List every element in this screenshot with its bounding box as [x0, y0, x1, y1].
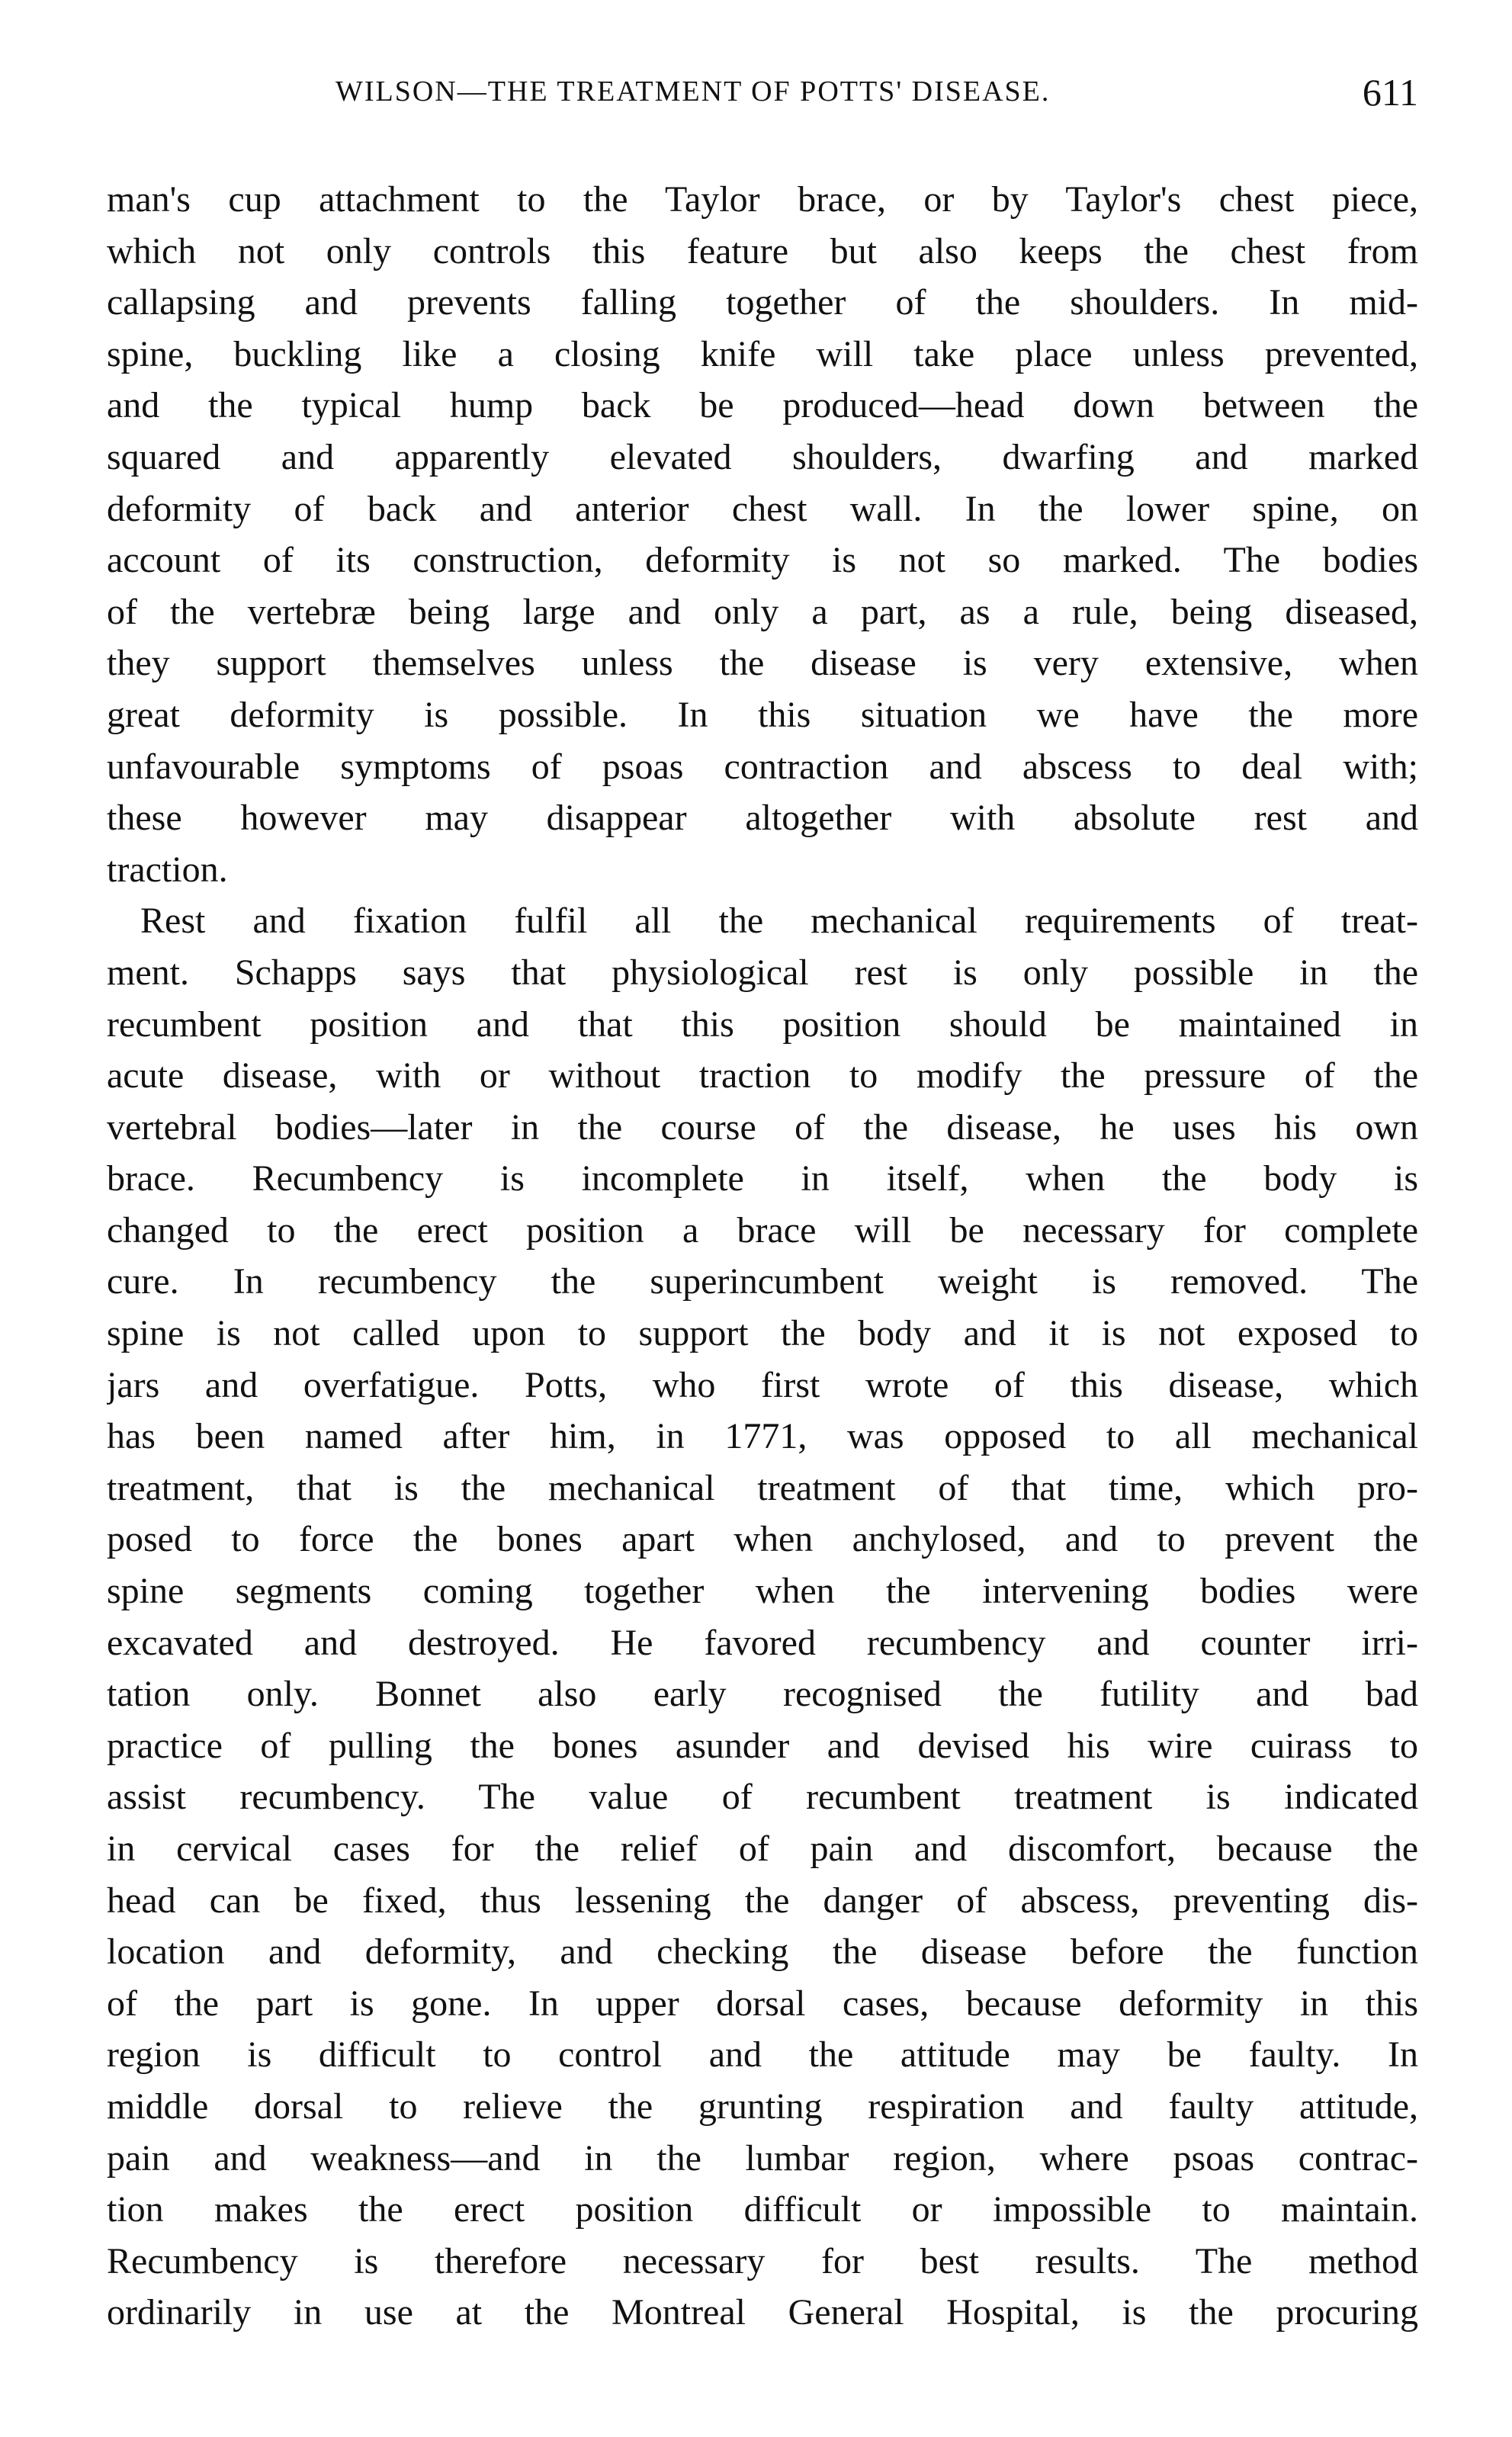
- text-line: recumbent position and that this position should be maintained in: [107, 1003, 1418, 1045]
- text-line: vertebral bodies—later in the course of the disease, he uses his own: [107, 1106, 1418, 1148]
- text-line: callapsing and prevents falling together of the shoulders. In mid-: [107, 282, 1418, 323]
- text-line: tation only. Bonnet also early recognised the futility and bad: [107, 1674, 1418, 1715]
- text-line: assist recumbency. The value of recumbent treatment is indicated: [107, 1777, 1418, 1818]
- paragraph-1: [107, 174, 1418, 895]
- text-line: account of its construction, deformity is not so marked. The bodies: [107, 540, 1418, 581]
- text-line: spine, buckling like a closing knife will take place unless prevented,: [107, 333, 1418, 374]
- text-line: middle dorsal to relieve the grunting respiration and faulty attitude,: [107, 2085, 1418, 2127]
- text-line: great deformity is possible. In this situation we have the more: [107, 694, 1418, 735]
- text-line: changed to the erect position a brace will be necessary for complete: [107, 1209, 1418, 1251]
- text-line: traction.: [107, 849, 228, 890]
- text-line: acute disease, with or without traction to modify the pressure of the: [107, 1055, 1418, 1096]
- text-line: unfavourable symptoms of psoas contraction and abscess to deal with;: [107, 746, 1418, 787]
- text-line: squared and apparently elevated shoulders, dwarfing and marked: [107, 436, 1418, 477]
- text-line: spine segments coming together when the intervening bodies were: [107, 1571, 1418, 1612]
- text-line: posed to force the bones apart when anchylosed, and to prevent the: [107, 1519, 1418, 1560]
- text-line: ordinarily in use at the Montreal General Hospital, is the procuring: [107, 2292, 1418, 2333]
- text-line: man's cup attachment to the Taylor brace, or by Taylor's chest piece,: [107, 179, 1418, 220]
- text-line: pain and weakness—and in the lumbar region, where psoas contrac-: [107, 2137, 1418, 2179]
- text-line: which not only controls this feature but also keeps the chest from: [107, 230, 1418, 271]
- text-line: deformity of back and anterior chest wall. In the lower spine, on: [107, 488, 1418, 529]
- running-header: [107, 69, 1418, 130]
- text-line: has been named after him, in 1771, was opposed to all mechanical: [107, 1416, 1418, 1457]
- text-line: head can be fixed, thus lessening the danger of abscess, preventing dis-: [107, 1880, 1418, 1921]
- text-line: of the part is gone. In upper dorsal cases, because deformity in this: [107, 1983, 1418, 2024]
- text-line: these however may disappear altogether with absolute rest and: [107, 798, 1418, 839]
- text-line: treatment, that is the mechanical treatment of that time, which pro-: [107, 1467, 1418, 1508]
- body-text: [107, 174, 1418, 2339]
- text-line: Recumbency is therefore necessary for best results. The method: [107, 2240, 1418, 2281]
- text-line: of the vertebræ being large and only a part, as a rule, being diseased,: [107, 591, 1418, 632]
- text-line: they support themselves unless the disease is very extensive, when: [107, 643, 1418, 684]
- page-number: 611: [1362, 71, 1418, 114]
- text-line: cure. In recumbency the superincumbent weight is removed. The: [107, 1261, 1418, 1302]
- running-title: WILSON—THE TREATMENT OF POTTS' DISEASE.: [335, 75, 1051, 108]
- text-line: practice of pulling the bones asunder and devised his wire cuirass to: [107, 1725, 1418, 1766]
- text-line: Rest and fixation fulfil all the mechanical requirements of treat-: [140, 901, 1418, 942]
- text-line: in cervical cases for the relief of pain and discomfort, because the: [107, 1829, 1418, 1869]
- paragraph-2: [107, 895, 1418, 2339]
- text-line: region is difficult to control and the attitude may be faulty. In: [107, 2034, 1418, 2076]
- text-line: brace. Recumbency is incomplete in itself, when the body is: [107, 1158, 1418, 1199]
- text-line: location and deformity, and checking the disease before the function: [107, 1931, 1418, 1973]
- text-line: jars and overfatigue. Potts, who first wrote of this disease, which: [107, 1364, 1418, 1405]
- text-line: spine is not called upon to support the body and it is not exposed to: [107, 1313, 1418, 1354]
- text-line: ment. Schapps says that physiological rest is only possible in the: [107, 952, 1418, 993]
- text-line: and the typical hump back be produced—head down between the: [107, 385, 1418, 426]
- text-line: excavated and destroyed. He favored recumbency and counter irri-: [107, 1622, 1418, 1663]
- text-line: tion makes the erect position difficult or impossible to maintain.: [107, 2189, 1418, 2230]
